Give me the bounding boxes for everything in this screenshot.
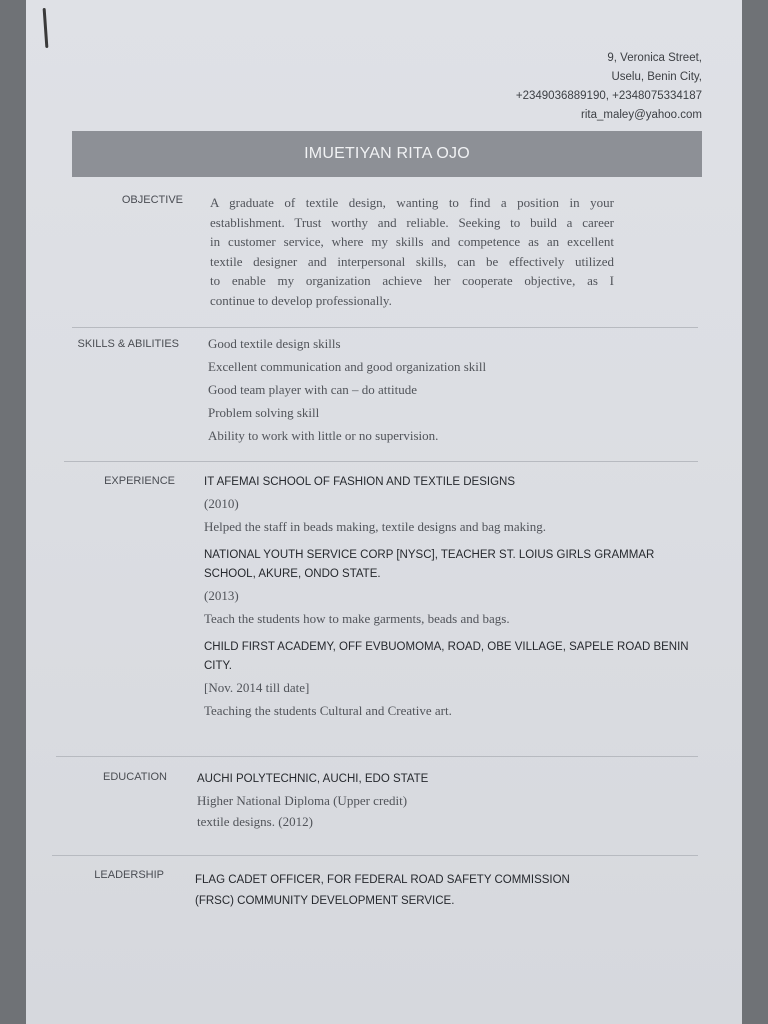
- job-description: Teaching the students Cultural and Creative art.: [204, 703, 452, 718]
- objective-line: textile designer and interpersonal skills, can be effectively utilized: [210, 253, 614, 269]
- contact-address: [516, 49, 702, 125]
- leadership-block: [195, 870, 595, 912]
- school-name: AUCHI POLYTECHNIC, AUCHI, EDO STATE: [197, 773, 429, 785]
- contact-email: rita_maley@yahoo.com: [581, 109, 702, 121]
- section-divider: [64, 461, 698, 462]
- job-date: (2010): [204, 496, 239, 511]
- job-description: Teach the students how to make garments, beads and bags.: [204, 611, 510, 626]
- pen-mark: [43, 8, 49, 48]
- job-date: [Nov. 2014 till date]: [204, 680, 310, 695]
- objective-line: A graduate of textile design, wanting to find a position in your: [210, 195, 614, 210]
- experience-list: [204, 473, 704, 722]
- experience-entry: [204, 546, 704, 630]
- job-title: IT AFEMAI SCHOOL OF FASHION AND TEXTILE DESIGNS: [204, 476, 515, 488]
- contact-street: 9, Veronica Street,: [607, 52, 702, 64]
- objective-label: OBJECTIVE: [121, 194, 183, 206]
- objective-line: continue to develop professionally.: [210, 292, 392, 308]
- contact-city: Uselu, Benin City,: [611, 71, 702, 83]
- leadership-label: LEADERSHIP: [94, 869, 164, 881]
- skill-item: Good textile design skills: [208, 336, 341, 351]
- skills-label: SKILLS & ABILITIES: [77, 338, 179, 350]
- job-date: (2013): [204, 588, 239, 603]
- section-divider: [72, 327, 698, 328]
- skill-item: Good team player with can – do attitude: [208, 382, 418, 397]
- course: textile designs. (2012): [197, 814, 313, 829]
- objective-line: in customer service, where my skills and competence as an excellent: [210, 234, 614, 250]
- experience-label: EXPERIENCE: [104, 475, 175, 487]
- section-divider: [56, 756, 698, 757]
- skills-list: [208, 336, 648, 451]
- objective-line: establishment. Trust worthy and reliable. Seeking to build a career: [210, 214, 614, 230]
- experience-entry: [204, 638, 704, 722]
- resume-page: [26, 0, 742, 1024]
- skill-item: Ability to work with little or no supervision.: [208, 428, 439, 443]
- experience-entry: [204, 473, 704, 538]
- leadership-text: FLAG CADET OFFICER, FOR FEDERAL ROAD SAFETY COMMISSION (FRSC) COMMUNITY DEVELOPMENT SERVICE.: [195, 874, 570, 907]
- objective-text: [210, 195, 614, 313]
- education-block: [197, 770, 677, 833]
- degree: Higher National Diploma (Upper credit): [197, 793, 408, 808]
- job-description: Helped the staff in beads making, textile designs and bag making.: [204, 519, 547, 534]
- education-label: EDUCATION: [103, 771, 167, 783]
- candidate-name: IMUETIYAN RITA OJO: [304, 145, 470, 162]
- skill-item: Excellent communication and good organization skill: [208, 359, 487, 374]
- job-title: CHILD FIRST ACADEMY, OFF EVBUOMOMA, ROAD, OBE VILLAGE, SAPELE ROAD BENIN CITY.: [204, 641, 689, 672]
- section-divider: [52, 855, 698, 856]
- name-banner: [72, 131, 702, 177]
- job-title: NATIONAL YOUTH SERVICE CORP [NYSC], TEACHER ST. LOIUS GIRLS GRAMMAR SCHOOL, AKURE, ONDO STATE.: [204, 549, 655, 580]
- skill-item: Problem solving skill: [208, 405, 320, 420]
- contact-phones: +2349036889190, +2348075334187: [515, 90, 702, 102]
- objective-line: to enable my organization achieve her cooperate objective, as I: [210, 273, 614, 289]
